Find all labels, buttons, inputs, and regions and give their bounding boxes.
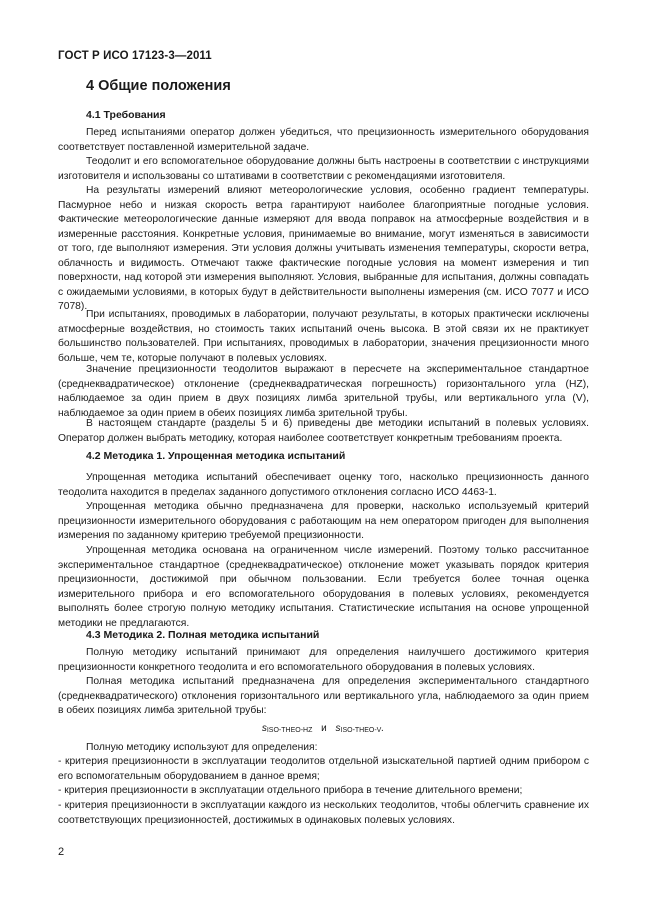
- subsection-4-1-title: 4.1 Требования: [86, 109, 166, 121]
- paragraph: Перед испытаниями оператор должен убедиться, что прецизионность измерительного оборудования соответствует поставленной измерительной задаче.: [58, 127, 589, 153]
- list-item: - критерия прецизионности в эксплуатации теодолитов отдельной изыскательной партией одним прибором с его вспомогательным оборудованием в данное время;: [58, 756, 589, 782]
- formula-subscript-hz: ISO-THEO-HZ: [266, 727, 313, 734]
- formula-end: .: [381, 723, 385, 734]
- paragraph: Упрощенная методика обычно предназначена для проверки, насколько используемый критерий прецизионности измерительного оборудования с работающим на нем оператором пригоден для выполнения измерения по заданному критерию требуемой прецизионности.: [58, 501, 589, 541]
- list-item: - критерия прецизионности в эксплуатации отдельного прибора в течение длительного времени;: [58, 785, 523, 796]
- formula-subscript-v: ISO-THEO-V: [340, 727, 382, 734]
- formula-symbol: s: [335, 723, 341, 734]
- paragraph: В настоящем стандарте (разделы 5 и 6) приведены две методики испытаний в полевых условиях. Оператор должен выбрать методику, которая наиболее соответствует конкретным требованиям проекта.: [58, 418, 589, 444]
- formula-conjunction: и: [321, 723, 327, 734]
- paragraph: Значение прецизионности теодолитов выражают в пересчете на экспериментальное стандартное (среднеквадратическое) отклонение (среднеквадратическая погрешность) горизонтального угла (HZ), наблюдаемое за один прием в двух позициях лимба зрительной трубы, или вертикального угла (V), наблюдаемое за один прием в обеих позициях лимба зрительной трубы.: [58, 364, 589, 419]
- paragraph: Полная методика испытаний предназначена для определения экспериментального стандартного (среднеквадратического) отклонения горизонтального или вертикального угла, наблюдаемого за один прием в обеих позициях лимба зрительной трубы:: [58, 676, 589, 716]
- paragraph: Полную методику испытаний принимают для определения наилучшего достижимого критерия прецизионности конкретного теодолита и его вспомогательного оборудования в полевых условиях.: [58, 647, 589, 673]
- paragraph: Упрощенная методика основана на ограниченном числе измерений. Поэтому только рассчитанное экспериментальное стандартное (среднеквадратическое) отклонение может указывать порядок критерия прецизионности, достижимой при обычном пользовании. Если требуется более точная оценка измерительного прибора и его вспомогательного оборудования в полевых условиях, рекомендуется выполнять более строгую полную методику испытания. Статистические испытания на основе упрощенной методики не предлагаются.: [58, 545, 589, 629]
- page-number: 2: [58, 846, 65, 858]
- formula-symbol: s: [261, 723, 267, 734]
- list-item: - критерия прецизионности в эксплуатации каждого из нескольких теодолитов, чтобы облегчить сравнение их соответствующих прецизионностей, достижимых в одинаковых полевых условиях.: [58, 800, 589, 826]
- subsection-4-2-title: 4.2 Методика 1. Упрощенная методика испытаний: [86, 450, 346, 462]
- paragraph: При испытаниях, проводимых в лаборатории, получают результаты, в которых практически исключены атмосферные воздействия, но стоимость таких испытаний очень высока. В этой связи их не практикует большинство пользователей. При испытаниях, проводимых в лаборатории, значения прецизионности много больше, чем те, которые получают в полевых условиях.: [58, 309, 589, 364]
- document-code: ГОСТ Р ИСО 17123-3—2011: [58, 50, 212, 62]
- paragraph: Полную методику используют для определения:: [86, 742, 318, 753]
- formula: [0, 723, 646, 734]
- paragraph: Теодолит и его вспомогательное оборудование должны быть настроены в соответствии с инструкциями изготовителя и использованы со штативами в соответствии с рекомендациями изготовителя.: [58, 156, 589, 182]
- section-4-title: 4 Общие положения: [86, 78, 231, 94]
- paragraph: На результаты измерений влияют метеорологические условия, особенно градиент температуры. Пасмурное небо и низкая скорость ветра гарантируют наиболее благоприятные погодные условия. Фактические метеорологические данные измеряют для ввода поправок на атмосферные воздействия и в измеренные расстояния. Конкретные условия, принимаемые во внимание, могут изменяться в зависимости от того, где выполняют измерения. Эти условия должны учитывать изменения температуры, скорости ветра, облачность и видимость. Отмечают также фактические погодные условия на момент измерения и тип поверхности, над которой эти измерения выполняют. Условия, выбранные для испытания, должны совпадать с ожидаемыми условиями, в которых будут в действительности выполнены измерения (см. ИСО 7077 и ИСО 7078).: [58, 185, 589, 312]
- subsection-4-3-title: 4.3 Методика 2. Полная методика испытаний: [86, 629, 320, 641]
- paragraph: Упрощенная методика испытаний обеспечивает оценку того, насколько прецизионность данного теодолита находится в пределах заданного допустимого отклонения согласно ИСО 4463-1.: [58, 472, 589, 498]
